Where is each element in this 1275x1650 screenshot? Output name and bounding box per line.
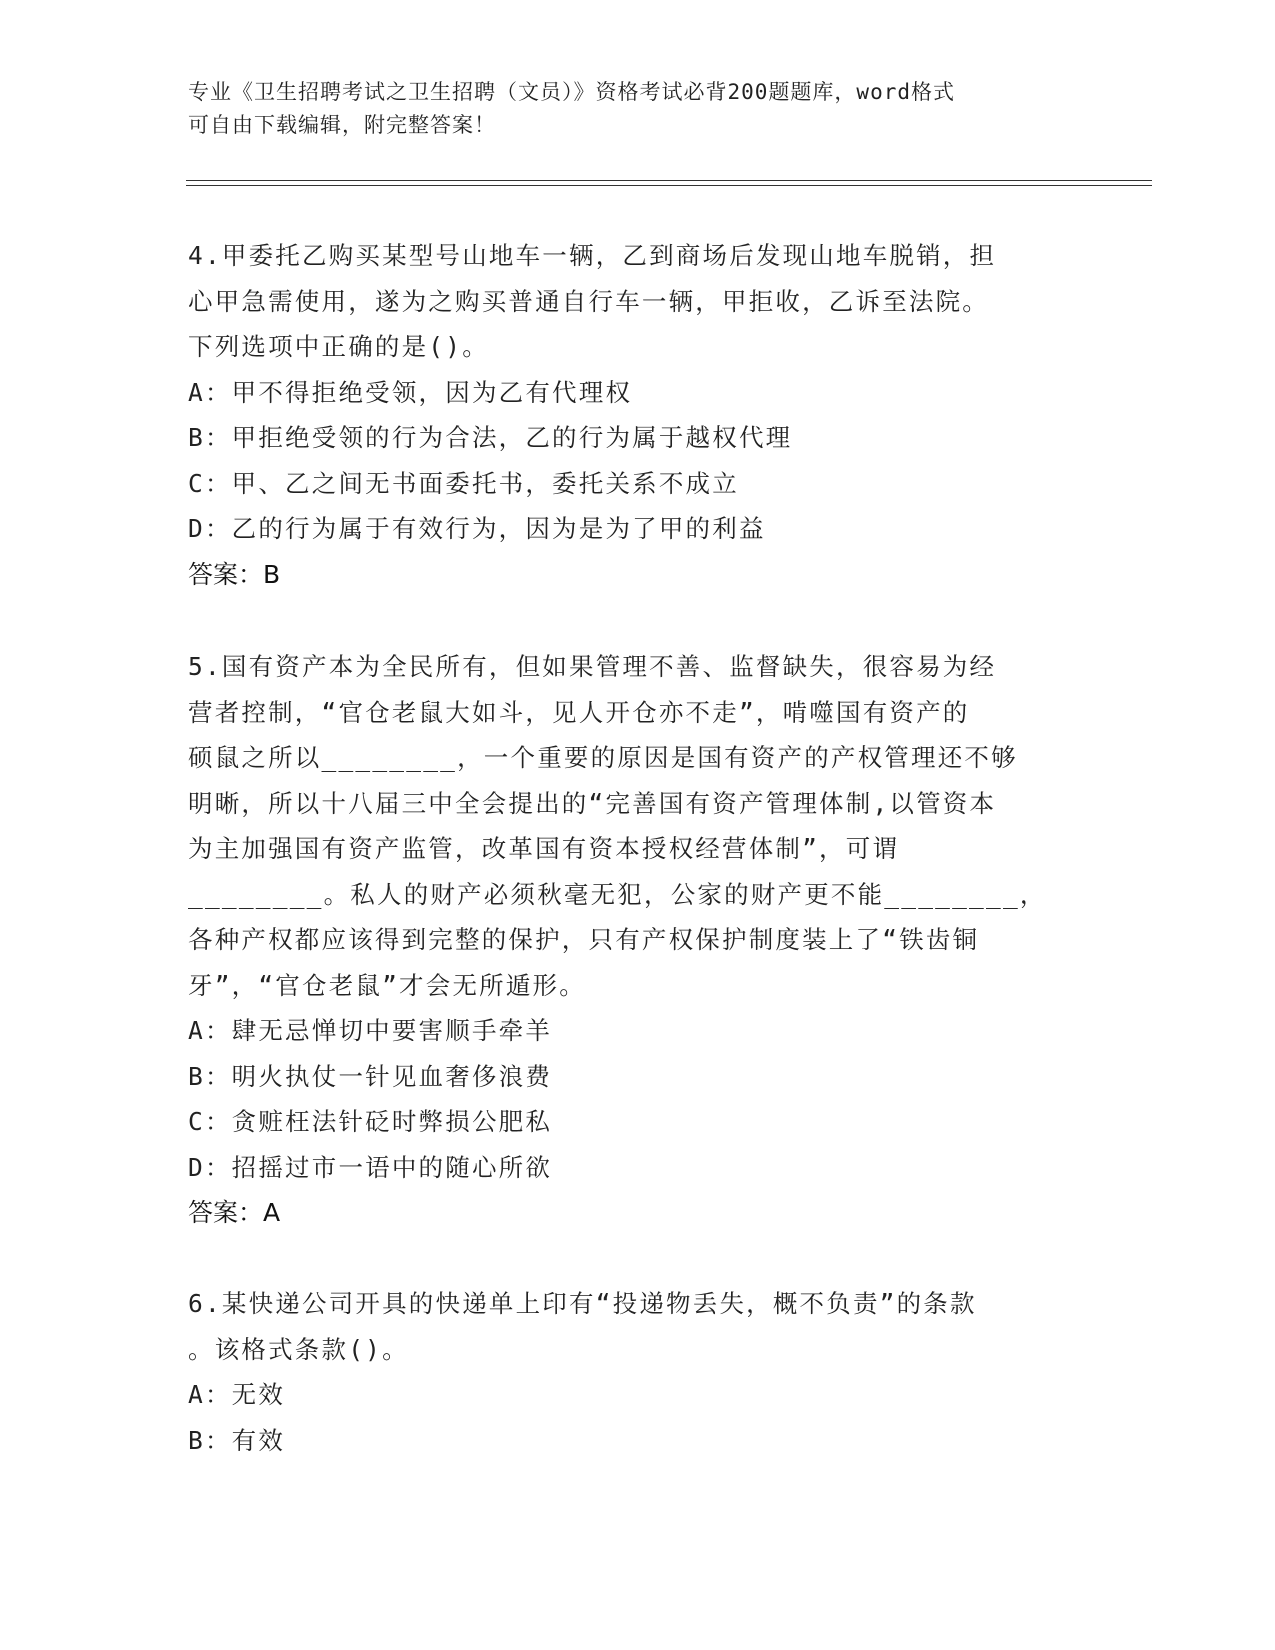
option-d: D：招摇过市一语中的随心所欲 xyxy=(188,1152,553,1182)
answer: 答案：B xyxy=(188,559,281,589)
document-header xyxy=(188,76,1068,142)
option-a: A：肆无忌惮切中要害顺手牵羊 xyxy=(188,1016,553,1045)
question-text-line: 4.甲委托乙购买某型号山地车一辆，乙到商场后发现山地车脱销，担 xyxy=(188,241,997,270)
option-a: A：甲不得拒绝受领，因为乙有代理权 xyxy=(188,377,633,407)
header-line-2: 可自由下载编辑，附完整答案！ xyxy=(188,113,496,137)
question-text-line: 明晰，所以十八届三中全会提出的“完善国有资产管理体制,以管资本 xyxy=(188,788,997,818)
header-divider-bottom xyxy=(186,185,1152,186)
option-b: B：甲拒绝受领的行为合法，乙的行为属于越权代理 xyxy=(188,423,793,452)
header-line-1: 专业《卫生招聘考试之卫生招聘（文员）》资格考试必背200题题库，word格式 xyxy=(188,80,955,104)
question-text-line: 下列选项中正确的是()。 xyxy=(188,332,489,361)
question-4 xyxy=(188,233,1088,597)
option-c: C：贪赃枉法针砭时弊损公肥私 xyxy=(188,1107,553,1136)
question-text-line: 各种产权都应该得到完整的保护，只有产权保护制度装上了“铁齿铜 xyxy=(188,925,980,954)
option-a: A：无效 xyxy=(188,1380,286,1409)
question-text-line: 。该格式条款()。 xyxy=(188,1334,409,1364)
question-text-line: ________。私人的财产必须秋毫无犯，公家的财产更不能________， xyxy=(188,879,1047,909)
question-6 xyxy=(188,1281,1088,1463)
option-b: B：明火执仗一针见血奢侈浪费 xyxy=(188,1061,553,1091)
answer: 答案：A xyxy=(188,1198,281,1227)
question-text-line: 牙”，“官仓老鼠”才会无所遁形。 xyxy=(188,970,586,1000)
question-text-line: 5.国有资产本为全民所有，但如果管理不善、监督缺失，很容易为经 xyxy=(188,652,997,681)
question-text-line: 心甲急需使用，遂为之购买普通自行车一辆，甲拒收，乙诉至法院。 xyxy=(188,286,989,316)
question-text-line: 6.某快递公司开具的快递单上印有“投递物丢失，概不负责”的条款 xyxy=(188,1289,977,1318)
header-divider-top xyxy=(186,180,1152,181)
question-5 xyxy=(188,644,1088,1236)
question-text-line: 硕鼠之所以________，一个重要的原因是国有资产的产权管理还不够 xyxy=(188,743,1018,772)
option-d: D：乙的行为属于有效行为，因为是为了甲的利益 xyxy=(188,514,766,543)
question-text-line: 为主加强国有资产监管，改革国有资本授权经营体制”，可谓 xyxy=(188,834,900,863)
question-text-line: 营者控制，“官仓老鼠大如斗，见人开仓亦不走”，啃噬国有资产的 xyxy=(188,697,970,727)
option-c: C：甲、乙之间无书面委托书，委托关系不成立 xyxy=(188,468,739,498)
option-b: B：有效 xyxy=(188,1425,286,1455)
